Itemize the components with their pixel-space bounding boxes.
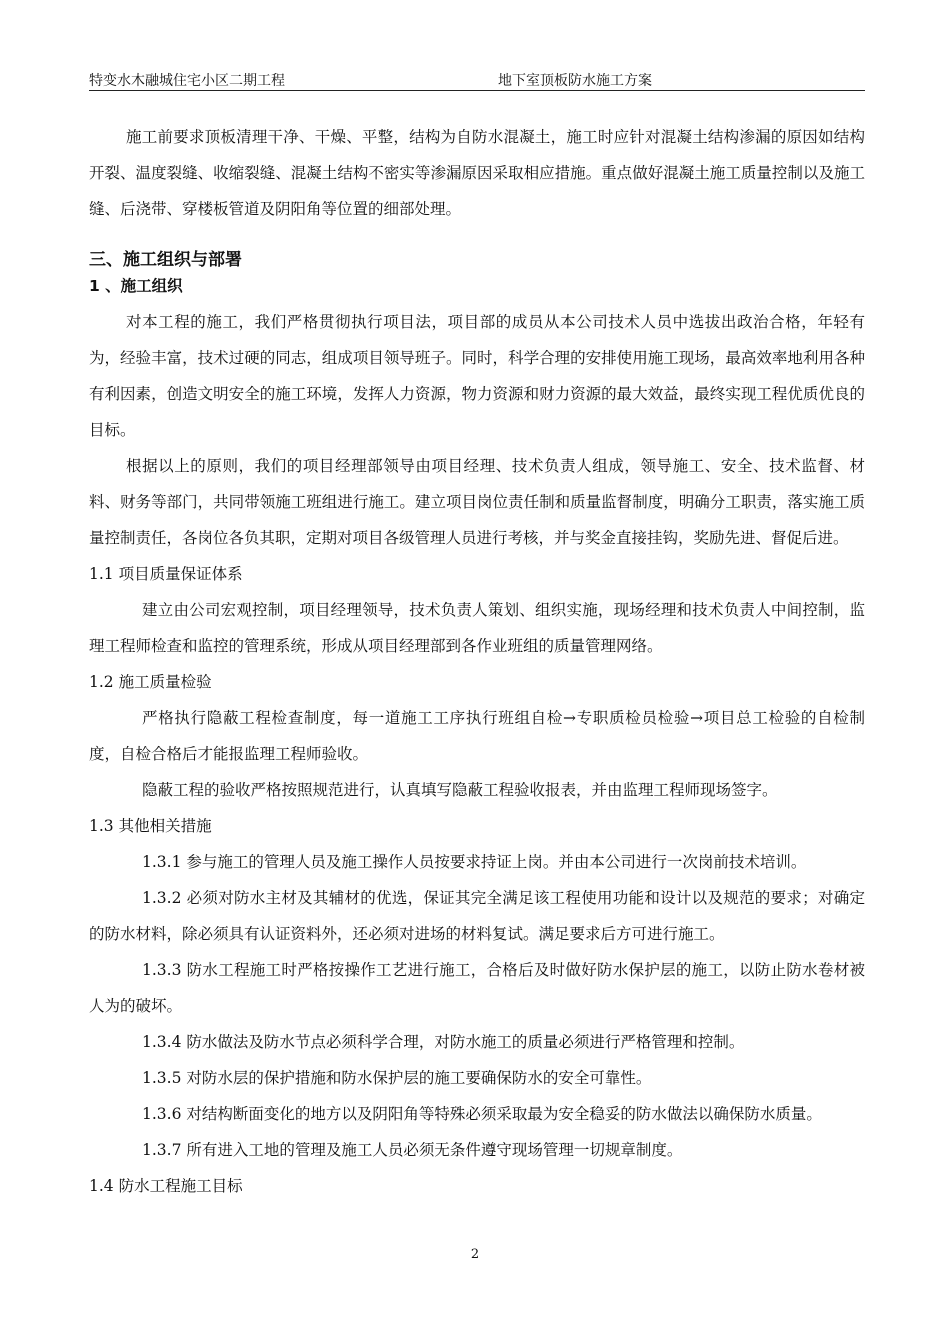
item-1-3-1: 1.3.1 参与施工的管理人员及施工操作人员按要求持证上岗。并由本公司进行一次岗前技术培训。	[142, 853, 807, 871]
org-paragraph-1: 对本工程的施工，我们严格贯彻执行项目法，项目部的成员从本公司技术人员中选拔出政治合格，年轻有为，经验丰富，技术过硬的同志，组成项目领导班子。同时，科学合理的安排使用施工现场，最高效率地利用各种有利因素，创造文明安全的施工环境，发挥人力资源，物力资源和财力资源的最大效益，最终实现工程优质优良的目标。	[89, 313, 865, 439]
heading-1-4: 1.4 防水工程施工目标	[89, 1177, 243, 1195]
item-1-3-2: 1.3.2 必须对防水主材及其辅材的优选，保证其完全满足该工程使用功能和设计以及规范的要求；对确定的防水材料，除必须具有认证资料外，还必须对进场的材料复试。满足要求后方可进行施工。	[89, 889, 865, 943]
item-1-3-6: 1.3.6 对结构断面变化的地方以及阴阳角等特殊必须采取最为安全稳妥的防水做法以确保防水质量。	[142, 1105, 822, 1123]
page-header	[89, 68, 865, 91]
heading-1-2: 1.2 施工质量检验	[89, 673, 212, 691]
section-heading: 三、施工组织与部署	[89, 250, 242, 270]
item-1-3-5: 1.3.5 对防水层的保护措施和防水保护层的施工要确保防水的安全可靠性。	[142, 1069, 652, 1087]
header-document-title: 地下室顶板防水施工方案	[498, 73, 652, 89]
paragraph-1-2b: 隐蔽工程的验收严格按照规范进行，认真填写隐蔽工程验收报表，并由监理工程师现场签字。	[142, 781, 778, 799]
heading-1-3: 1.3 其他相关措施	[89, 817, 212, 835]
item-1-3-3: 1.3.3 防水工程施工时严格按操作工艺进行施工，合格后及时做好防水保护层的施工，以防止防水卷材被人为的破坏。	[89, 961, 865, 1015]
item-1-3-7: 1.3.7 所有进入工地的管理及施工人员必须无条件遵守现场管理一切规章制度。	[142, 1141, 683, 1159]
org-paragraph-2: 根据以上的原则，我们的项目经理部领导由项目经理、技术负责人组成，领导施工、安全、技术监督、材料、财务等部门，共同带领施工班组进行施工。建立项目岗位责任制和质量监督制度，明确分工职责，落实施工质量控制责任，各岗位各负其职，定期对项目各级管理人员进行考核，并与奖金直接挂钩，奖励先进、督促后进。	[89, 457, 865, 547]
heading-1-1: 1.1 项目质量保证体系	[89, 565, 243, 583]
intro-paragraph: 施工前要求顶板清理干净、干燥、平整，结构为自防水混凝土，施工时应针对混凝土结构渗漏的原因如结构开裂、温度裂缝、收缩裂缝、混凝土结构不密实等渗漏原因采取相应措施。重点做好混凝土施工质量控制以及施工缝、后浇带、穿楼板管道及阴阳角等位置的细部处理。	[89, 128, 865, 218]
header-project-name: 特变水木融城住宅小区二期工程	[89, 73, 285, 89]
page-number: 2	[470, 1247, 480, 1262]
paragraph-1-1: 建立由公司宏观控制，项目经理领导，技术负责人策划、组织实施，现场经理和技术负责人中间控制，监理工程师检查和监控的管理系统，形成从项目经理部到各作业班组的质量管理网络。	[89, 601, 865, 655]
document-body	[89, 119, 865, 1204]
item-1-3-4: 1.3.4 防水做法及防水节点必须科学合理，对防水施工的质量必须进行严格管理和控制。	[142, 1033, 745, 1051]
subsection-heading: 1 、施工组织	[89, 277, 183, 295]
paragraph-1-2a: 严格执行隐蔽工程检查制度，每一道施工工序执行班组自检→专职质检员检验→项目总工检验的自检制度，自检合格后才能报监理工程师验收。	[89, 709, 865, 763]
